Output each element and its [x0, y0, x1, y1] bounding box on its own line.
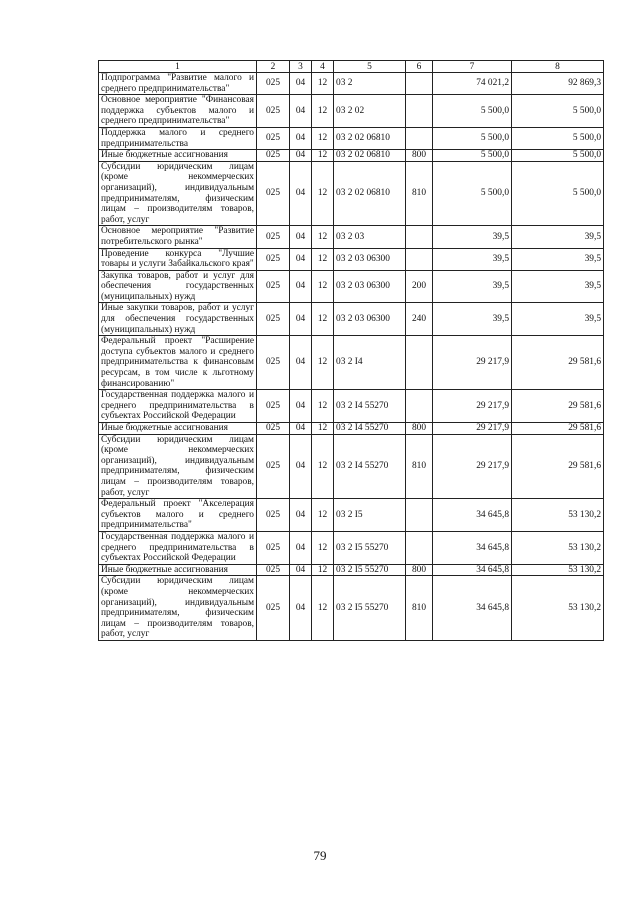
row-amount-2-cell: 92 869,3: [512, 73, 604, 95]
row-col2-cell: 025: [257, 95, 290, 128]
row-amount-2-cell: 53 130,2: [512, 564, 604, 576]
row-amount-1-cell: 39,5: [433, 248, 512, 270]
row-name-cell: Федеральный проект "Расширение доступа субъектов малого и среднего предпринимательства к финансовым ресурсам, в том числе к льготному финансированию": [99, 336, 257, 390]
col-header-8: 8: [512, 61, 604, 73]
row-col3-cell: 04: [290, 248, 312, 270]
row-col3-cell: 04: [290, 390, 312, 423]
table-row: [99, 150, 604, 162]
row-code-cell: 03 2 03 06300: [334, 303, 406, 336]
table-row: [99, 499, 604, 532]
table-row: [99, 390, 604, 423]
col-header-6: 6: [406, 61, 433, 73]
row-type-cell: 240: [406, 303, 433, 336]
row-col2-cell: 025: [257, 303, 290, 336]
row-name-cell: Иные закупки товаров, работ и услуг для обеспечения государственных (муниципальных) нужд: [99, 303, 257, 336]
table-row: [99, 270, 604, 303]
row-col3-cell: 04: [290, 150, 312, 162]
col-header-1: 1: [99, 61, 257, 73]
row-col3-cell: 04: [290, 576, 312, 641]
table-row: [99, 576, 604, 641]
row-amount-1-cell: 74 021,2: [433, 73, 512, 95]
row-col4-cell: 12: [312, 336, 334, 390]
row-col4-cell: 12: [312, 270, 334, 303]
row-col4-cell: 12: [312, 127, 334, 149]
row-col3-cell: 04: [290, 127, 312, 149]
row-type-cell: 810: [406, 576, 433, 641]
row-col3-cell: 04: [290, 423, 312, 435]
row-code-cell: 03 2 03 06300: [334, 248, 406, 270]
row-col2-cell: 025: [257, 73, 290, 95]
row-type-cell: 800: [406, 564, 433, 576]
row-col3-cell: 04: [290, 161, 312, 226]
row-code-cell: 03 2 02 06810: [334, 127, 406, 149]
row-col3-cell: 04: [290, 336, 312, 390]
row-name-cell: Федеральный проект "Акселерация субъектов малого и среднего предпринимательства": [99, 499, 257, 532]
row-col2-cell: 025: [257, 150, 290, 162]
table-row: [99, 564, 604, 576]
row-name-cell: Закупка товаров, работ и услуг для обеспечения государственных (муниципальных) нужд: [99, 270, 257, 303]
row-col4-cell: 12: [312, 161, 334, 226]
row-col3-cell: 04: [290, 95, 312, 128]
table-row: [99, 73, 604, 95]
row-type-cell: [406, 226, 433, 248]
row-col4-cell: 12: [312, 423, 334, 435]
row-type-cell: 810: [406, 161, 433, 226]
row-name-cell: Иные бюджетные ассигнования: [99, 150, 257, 162]
row-code-cell: 03 2 I4: [334, 336, 406, 390]
row-amount-1-cell: 34 645,8: [433, 531, 512, 564]
page-number: 79: [313, 848, 327, 863]
row-col4-cell: 12: [312, 434, 334, 499]
row-amount-2-cell: 29 581,6: [512, 390, 604, 423]
row-code-cell: 03 2: [334, 73, 406, 95]
row-col2-cell: 025: [257, 270, 290, 303]
row-col4-cell: 12: [312, 248, 334, 270]
row-col2-cell: 025: [257, 248, 290, 270]
row-name-cell: Субсидии юридическим лицам (кроме некоммерческих организаций), индивидуальным предпринимателям, физическим лицам – производителям товаров, работ, услуг: [99, 161, 257, 226]
row-col4-cell: 12: [312, 150, 334, 162]
col-header-3: 3: [290, 61, 312, 73]
row-type-cell: [406, 531, 433, 564]
table-row: [99, 127, 604, 149]
row-amount-1-cell: 34 645,8: [433, 499, 512, 532]
row-amount-1-cell: 29 217,9: [433, 423, 512, 435]
row-name-cell: Подпрограмма "Развитие малого и среднего предпринимательства": [99, 73, 257, 95]
row-col4-cell: 12: [312, 499, 334, 532]
row-amount-1-cell: 5 500,0: [433, 127, 512, 149]
row-amount-1-cell: 29 217,9: [433, 434, 512, 499]
row-col4-cell: 12: [312, 226, 334, 248]
row-amount-2-cell: 29 581,6: [512, 336, 604, 390]
row-name-cell: Проведение конкурса "Лучшие товары и услуги Забайкальского края": [99, 248, 257, 270]
row-col4-cell: 12: [312, 564, 334, 576]
row-type-cell: [406, 73, 433, 95]
row-code-cell: 03 2 03: [334, 226, 406, 248]
row-amount-2-cell: 39,5: [512, 248, 604, 270]
row-type-cell: [406, 336, 433, 390]
row-col3-cell: 04: [290, 270, 312, 303]
table-row: [99, 95, 604, 128]
row-amount-2-cell: 39,5: [512, 270, 604, 303]
row-col2-cell: 025: [257, 161, 290, 226]
row-col3-cell: 04: [290, 303, 312, 336]
row-amount-2-cell: 39,5: [512, 303, 604, 336]
row-col2-cell: 025: [257, 564, 290, 576]
row-col4-cell: 12: [312, 390, 334, 423]
row-type-cell: 200: [406, 270, 433, 303]
row-col2-cell: 025: [257, 576, 290, 641]
row-col2-cell: 025: [257, 434, 290, 499]
row-amount-2-cell: 29 581,6: [512, 423, 604, 435]
row-code-cell: 03 2 I5 55270: [334, 531, 406, 564]
col-header-2: 2: [257, 61, 290, 73]
table-row: [99, 161, 604, 226]
row-code-cell: 03 2 I4 55270: [334, 423, 406, 435]
row-name-cell: Иные бюджетные ассигнования: [99, 423, 257, 435]
row-col4-cell: 12: [312, 303, 334, 336]
table-row: [99, 531, 604, 564]
row-amount-1-cell: 5 500,0: [433, 161, 512, 226]
table-row: [99, 423, 604, 435]
row-code-cell: 03 2 I5: [334, 499, 406, 532]
row-col2-cell: 025: [257, 226, 290, 248]
col-header-4: 4: [312, 61, 334, 73]
row-amount-2-cell: 39,5: [512, 226, 604, 248]
row-amount-1-cell: 5 500,0: [433, 150, 512, 162]
row-type-cell: [406, 127, 433, 149]
row-col3-cell: 04: [290, 73, 312, 95]
row-code-cell: 03 2 02: [334, 95, 406, 128]
row-amount-2-cell: 5 500,0: [512, 127, 604, 149]
row-col4-cell: 12: [312, 576, 334, 641]
row-amount-2-cell: 5 500,0: [512, 95, 604, 128]
table-row: [99, 303, 604, 336]
row-amount-1-cell: 39,5: [433, 303, 512, 336]
row-code-cell: 03 2 03 06300: [334, 270, 406, 303]
row-amount-1-cell: 29 217,9: [433, 336, 512, 390]
col-header-7: 7: [433, 61, 512, 73]
table-row: [99, 248, 604, 270]
row-col2-cell: 025: [257, 423, 290, 435]
row-amount-2-cell: 53 130,2: [512, 499, 604, 532]
row-col3-cell: 04: [290, 226, 312, 248]
row-amount-1-cell: 34 645,8: [433, 564, 512, 576]
row-amount-1-cell: 39,5: [433, 270, 512, 303]
row-amount-2-cell: 29 581,6: [512, 434, 604, 499]
row-amount-2-cell: 53 130,2: [512, 531, 604, 564]
header-row: [99, 61, 604, 73]
row-type-cell: 800: [406, 423, 433, 435]
table-row: [99, 336, 604, 390]
row-col4-cell: 12: [312, 73, 334, 95]
row-col2-cell: 025: [257, 499, 290, 532]
row-amount-2-cell: 5 500,0: [512, 161, 604, 226]
row-code-cell: 03 2 I4 55270: [334, 434, 406, 499]
row-type-cell: 810: [406, 434, 433, 499]
row-amount-1-cell: 39,5: [433, 226, 512, 248]
row-type-cell: [406, 499, 433, 532]
col-header-5: 5: [334, 61, 406, 73]
row-col3-cell: 04: [290, 499, 312, 532]
row-name-cell: Государственная поддержка малого и среднего предпринимательства в субъектах Российской Федерации: [99, 390, 257, 423]
row-type-cell: [406, 248, 433, 270]
row-col2-cell: 025: [257, 531, 290, 564]
row-code-cell: 03 2 I4 55270: [334, 390, 406, 423]
row-name-cell: Государственная поддержка малого и среднего предпринимательства в субъектах Российской Федерации: [99, 531, 257, 564]
table-body: [99, 73, 604, 641]
row-type-cell: 800: [406, 150, 433, 162]
table-row: [99, 226, 604, 248]
row-amount-1-cell: 5 500,0: [433, 95, 512, 128]
row-col4-cell: 12: [312, 95, 334, 128]
row-col3-cell: 04: [290, 564, 312, 576]
row-name-cell: Иные бюджетные ассигнования: [99, 564, 257, 576]
row-col2-cell: 025: [257, 336, 290, 390]
table-row: [99, 434, 604, 499]
row-name-cell: Основное мероприятие "Развитие потребительского рынка": [99, 226, 257, 248]
row-name-cell: Субсидии юридическим лицам (кроме некоммерческих организаций), индивидуальным предпринимателям, физическим лицам – производителям товаров, работ, услуг: [99, 576, 257, 641]
row-col4-cell: 12: [312, 531, 334, 564]
row-col3-cell: 04: [290, 531, 312, 564]
row-code-cell: 03 2 I5 55270: [334, 564, 406, 576]
row-name-cell: Субсидии юридическим лицам (кроме некоммерческих организаций), индивидуальным предпринимателям, физическим лицам – производителям товаров, работ, услуг: [99, 434, 257, 499]
row-code-cell: 03 2 02 06810: [334, 161, 406, 226]
row-amount-2-cell: 5 500,0: [512, 150, 604, 162]
row-amount-1-cell: 29 217,9: [433, 390, 512, 423]
row-amount-1-cell: 34 645,8: [433, 576, 512, 641]
row-name-cell: Поддержка малого и среднего предпринимательства: [99, 127, 257, 149]
row-code-cell: 03 2 I5 55270: [334, 576, 406, 641]
row-type-cell: [406, 95, 433, 128]
row-name-cell: Основное мероприятие "Финансовая поддержка субъектов малого и среднего предпринимательства": [99, 95, 257, 128]
row-code-cell: 03 2 02 06810: [334, 150, 406, 162]
row-col2-cell: 025: [257, 390, 290, 423]
row-amount-2-cell: 53 130,2: [512, 576, 604, 641]
row-col2-cell: 025: [257, 127, 290, 149]
row-col3-cell: 04: [290, 434, 312, 499]
row-type-cell: [406, 390, 433, 423]
budget-table: [98, 60, 604, 641]
